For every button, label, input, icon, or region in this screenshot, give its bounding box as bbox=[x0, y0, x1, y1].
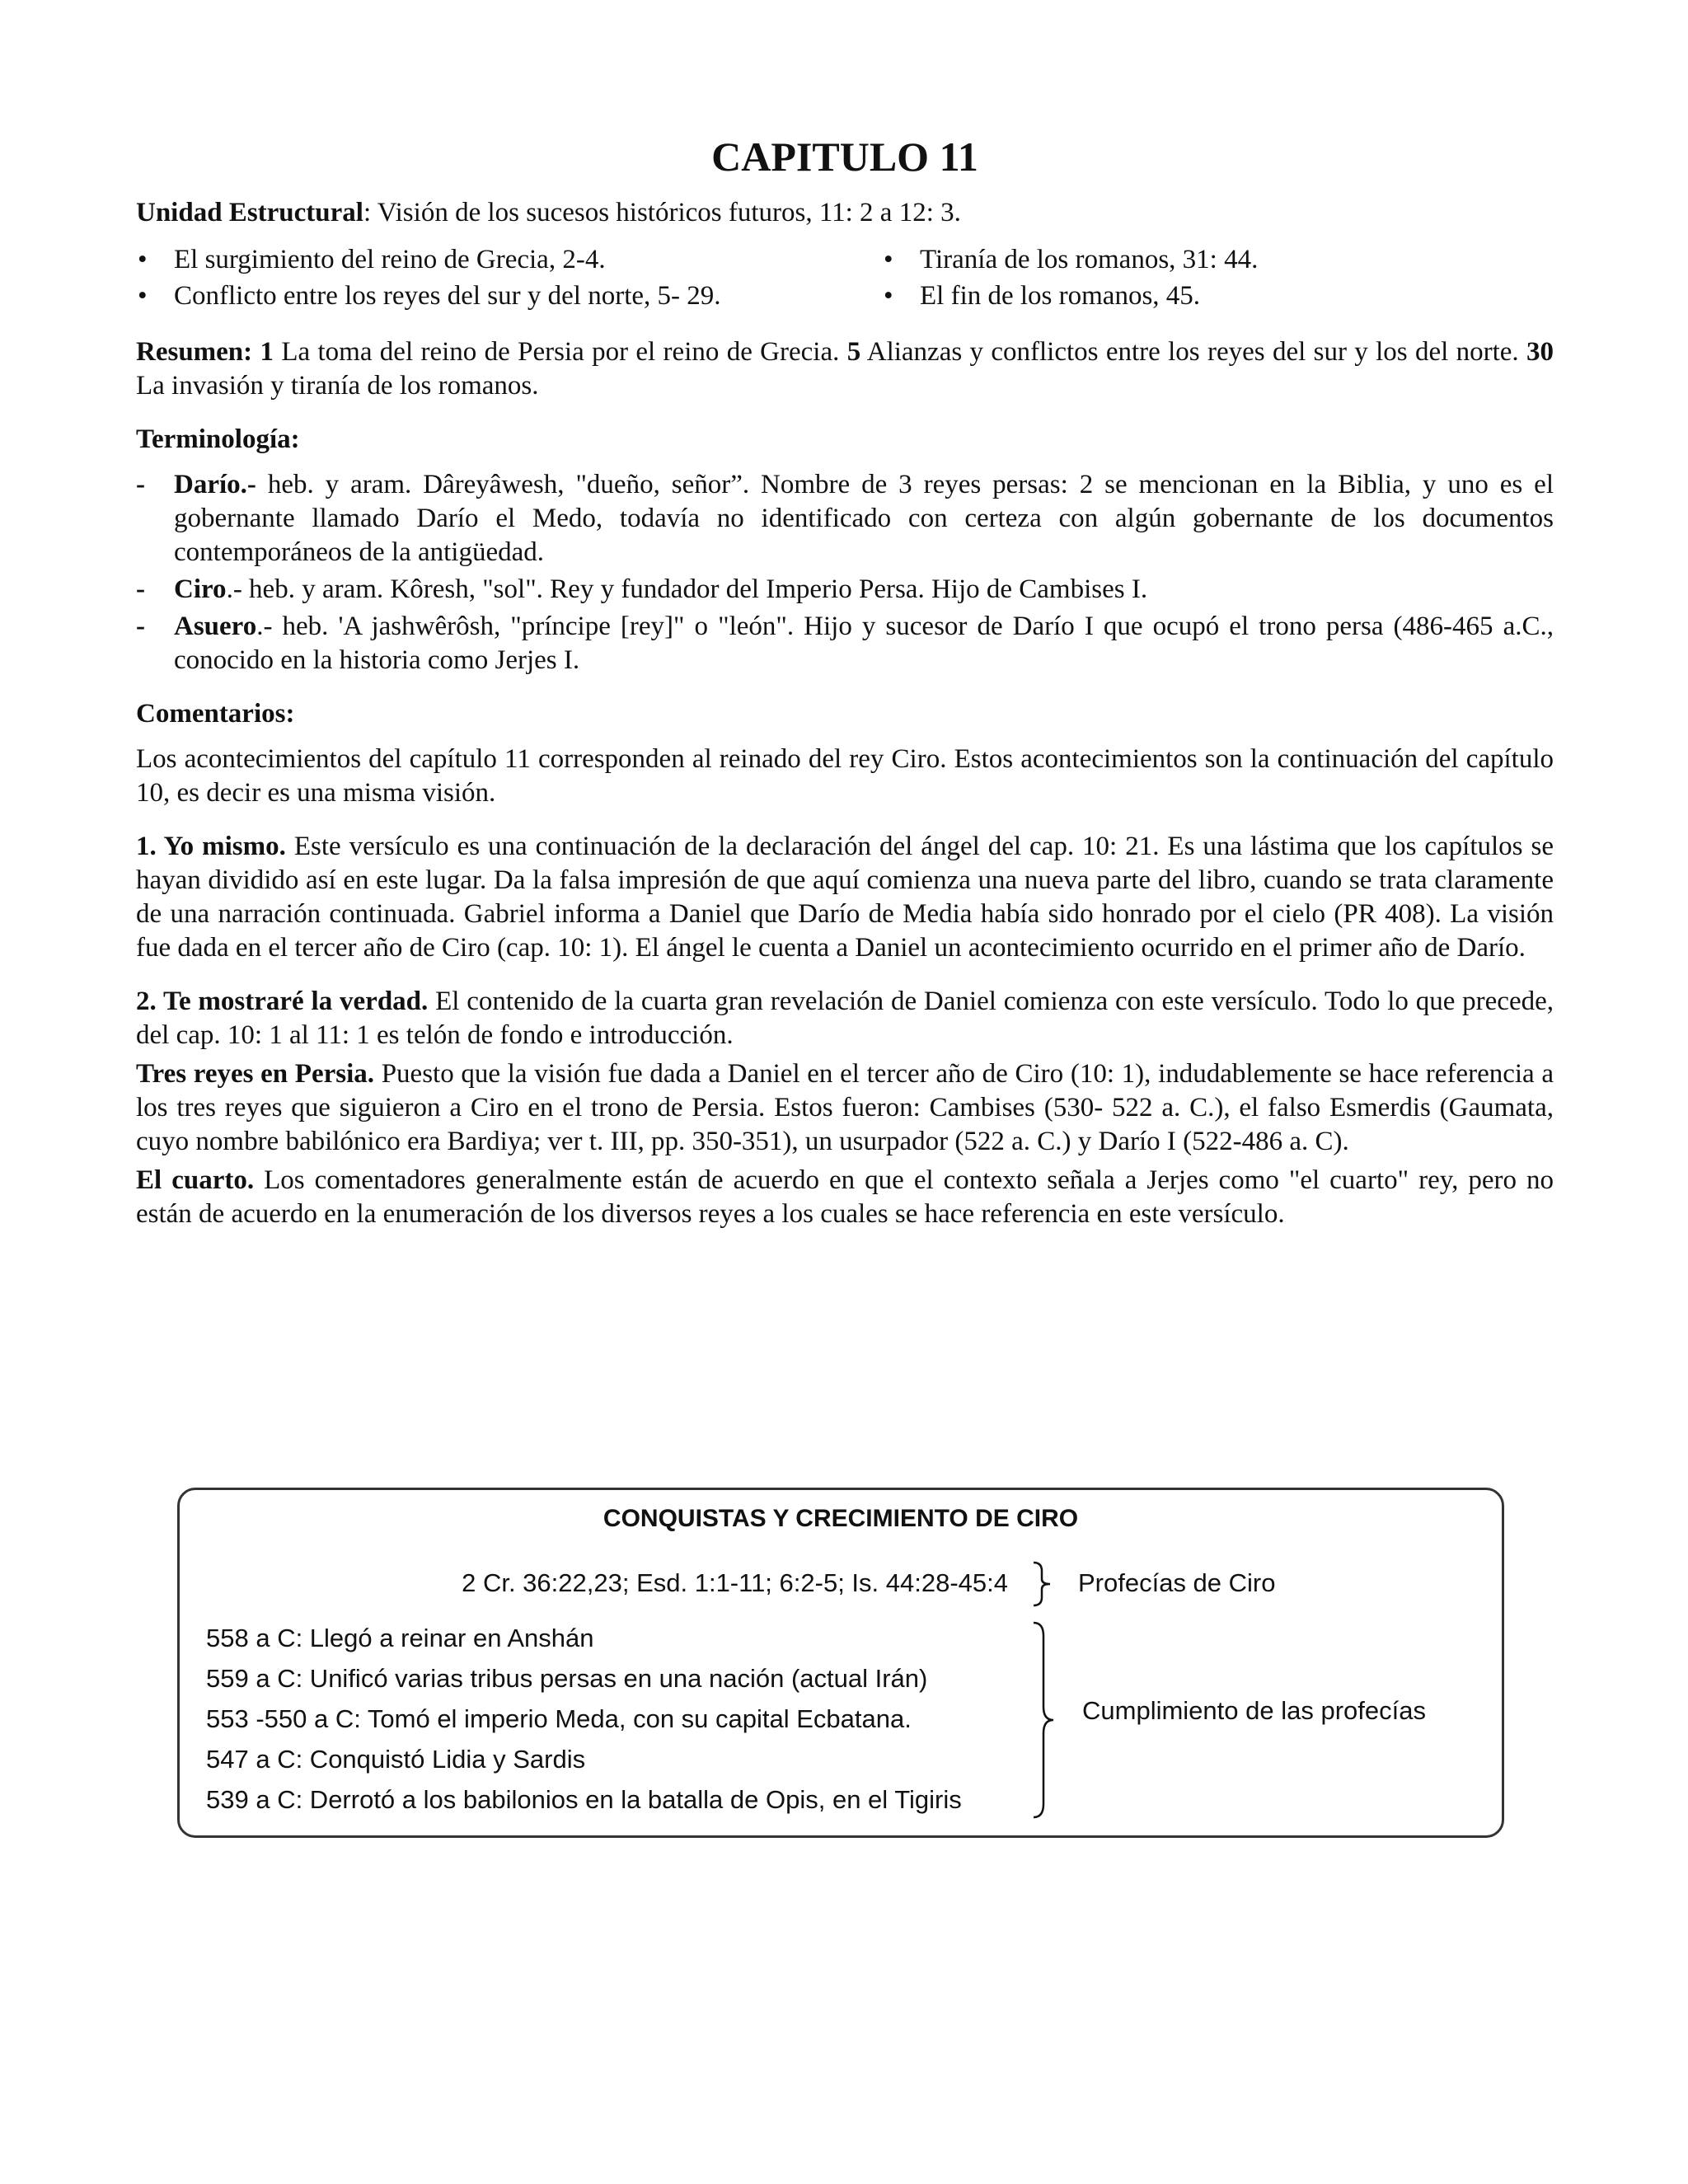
structural-unit-label: Unidad Estructural bbox=[136, 198, 363, 227]
term-name: Ciro bbox=[174, 574, 227, 604]
outline-item: • Tiranía de los romanos, 31: 44. bbox=[882, 241, 1258, 278]
event-item: 559 a C: Unificó varias tribus persas en una nación (actual Irán) bbox=[206, 1664, 928, 1693]
structural-unit bbox=[136, 196, 1554, 230]
term-name: Asuero bbox=[174, 612, 257, 641]
summary-verse-number: 1 bbox=[260, 337, 274, 367]
outline-bullets bbox=[136, 241, 1554, 314]
comments-heading: Comentarios: bbox=[136, 699, 295, 729]
outline-left-list bbox=[136, 241, 882, 314]
term-definition: .- heb. 'A jashwêrôsh, "príncipe [rey]" o "león". Hijo y sucesor de Darío I que ocupó el trono persa (486-465 a.C., conocido en la historia como Jerjes I. bbox=[174, 612, 1554, 675]
term-definition: heb. y aram. Dâreyâwesh, "dueño, señor”. Nombre de 3 reyes persas: 2 se mencionan en la Biblia, y uno es el gobernante llamado Darío el Medo, todavía no identificado con certeza con algún gobernante de los documentos contemporáneos de la antigüedad. bbox=[174, 470, 1554, 567]
term-item bbox=[136, 468, 1554, 569]
summary-text: La invasión y tiranía de los romanos. bbox=[136, 371, 539, 401]
comment-paragraph bbox=[136, 830, 1554, 965]
structural-unit-text: : Visión de los sucesos históricos futuros, 11: 2 a 12: 3. bbox=[363, 198, 961, 227]
comment-lead: El cuarto. bbox=[136, 1165, 255, 1195]
term-dash: - bbox=[136, 612, 145, 641]
comment-paragraph bbox=[136, 985, 1554, 1052]
term-definition: .- heb. y aram. Kôresh, "sol". Rey y fundador del Imperio Persa. Hijo de Cambises I. bbox=[226, 574, 1148, 604]
event-item: 558 a C: Llegó a reinar en Anshán bbox=[206, 1624, 594, 1652]
summary-label: Resumen: bbox=[136, 337, 253, 367]
summary-text: La toma del reino de Persia por el reino de Grecia. bbox=[274, 337, 847, 367]
event-item: 553 -550 a C: Tomó el imperio Meda, con su capital Ecbatana. bbox=[206, 1704, 912, 1733]
term-item bbox=[136, 573, 1554, 607]
cyrus-conquests-box bbox=[177, 1488, 1504, 1838]
term-item bbox=[136, 610, 1554, 677]
term-dash: - bbox=[136, 574, 145, 604]
comment-paragraph bbox=[136, 1057, 1554, 1159]
terminology-list bbox=[136, 468, 1554, 677]
comment-text: El contenido de la cuarta gran revelación de Daniel comienza con este versículo. Todo lo que precede, del cap. 10: 1 al 11: 1 es telón de fondo e introducción. bbox=[136, 987, 1554, 1050]
outline-right-list bbox=[882, 241, 1258, 314]
summary-verse-number: 30 bbox=[1526, 337, 1554, 367]
terminology-heading: Terminología: bbox=[136, 424, 300, 454]
comment-text: Puesto que la visión fue dada a Daniel en el tercer año de Ciro (10: 1), indudablemente se hace referencia a los tres reyes que siguieron a Ciro en el trono de Persia. Estos fueron: Cambises (530- 522 a. C.), el falso Esmerdis (Gaumata, cuyo nombre babilónico era Bardiya; ver t. III, pp. 350-351), un usurpador (522 a. C.) y Darío I (522-486 a. C). bbox=[136, 1059, 1554, 1156]
document-page bbox=[136, 132, 1554, 1236]
event-item: 539 a C: Derrotó a los babilonios en la batalla de Opis, en el Tigiris bbox=[206, 1785, 962, 1814]
small-brace-icon bbox=[1029, 1559, 1062, 1609]
comment-text: Los comentadores generalmente están de acuerdo en que el contexto señala a Jerjes como "el cuarto" rey, pero no están de acuerdo en la enumeración de los diversos reyes a los cuales se hace referencia en este versículo. bbox=[136, 1165, 1554, 1229]
large-brace-icon bbox=[1029, 1618, 1066, 1824]
comment-text: Este versículo es una continuación de la declaración del ángel del cap. 10: 21. Es una lástima que los capítulos se hayan dividido así en este lugar. Da la falsa impresión de que aquí comienza una nueva parte del libro, cuando se trata claramente de una narración continuada. Gabriel informa a Daniel que Darío de Media había sido honrado por el cielo (PR 408). La visión fue dada en el tercer año de Ciro (cap. 10: 1). El ángel le cuenta a Daniel un acontecimiento ocurrido en el primer año de Darío. bbox=[136, 832, 1554, 963]
outline-item: • Conflicto entre los reyes del sur y del norte, 5- 29. bbox=[136, 278, 882, 314]
box-title: CONQUISTAS Y CRECIMIENTO DE CIRO bbox=[603, 1505, 1079, 1532]
comment-lead: 1. Yo mismo. bbox=[136, 832, 286, 861]
comment-lead: 2. Te mostraré la verdad. bbox=[136, 987, 429, 1016]
fulfillment-label: Cumplimiento de las profecías bbox=[1082, 1696, 1426, 1725]
comment-lead: Tres reyes en Persia. bbox=[136, 1059, 375, 1089]
comments-intro: Los acontecimientos del capítulo 11 corresponden al reinado del rey Ciro. Estos acontecimientos son la continuación del capítulo 10, es decir es una misma visión. bbox=[136, 744, 1554, 808]
prophecy-references: 2 Cr. 36:22,23; Esd. 1:1-11; 6:2-5; Is. 44:28-45:4 bbox=[462, 1568, 1008, 1597]
prophecies-label: Profecías de Ciro bbox=[1078, 1568, 1276, 1597]
summary-verse-number: 5 bbox=[846, 337, 861, 367]
chapter-title: CAPITULO 11 bbox=[711, 134, 978, 180]
term-name: Darío.- bbox=[174, 470, 256, 499]
event-item: 547 a C: Conquistó Lidia y Sardis bbox=[206, 1745, 586, 1774]
outline-item: • El fin de los romanos, 45. bbox=[882, 278, 1258, 314]
summary bbox=[136, 335, 1554, 403]
comment-paragraph bbox=[136, 1164, 1554, 1231]
outline-item: • El surgimiento del reino de Grecia, 2-4. bbox=[136, 241, 882, 278]
summary-text: Alianzas y conflictos entre los reyes del sur y los del norte. bbox=[860, 337, 1527, 367]
term-dash: - bbox=[136, 470, 145, 499]
events-list bbox=[206, 1618, 962, 1820]
